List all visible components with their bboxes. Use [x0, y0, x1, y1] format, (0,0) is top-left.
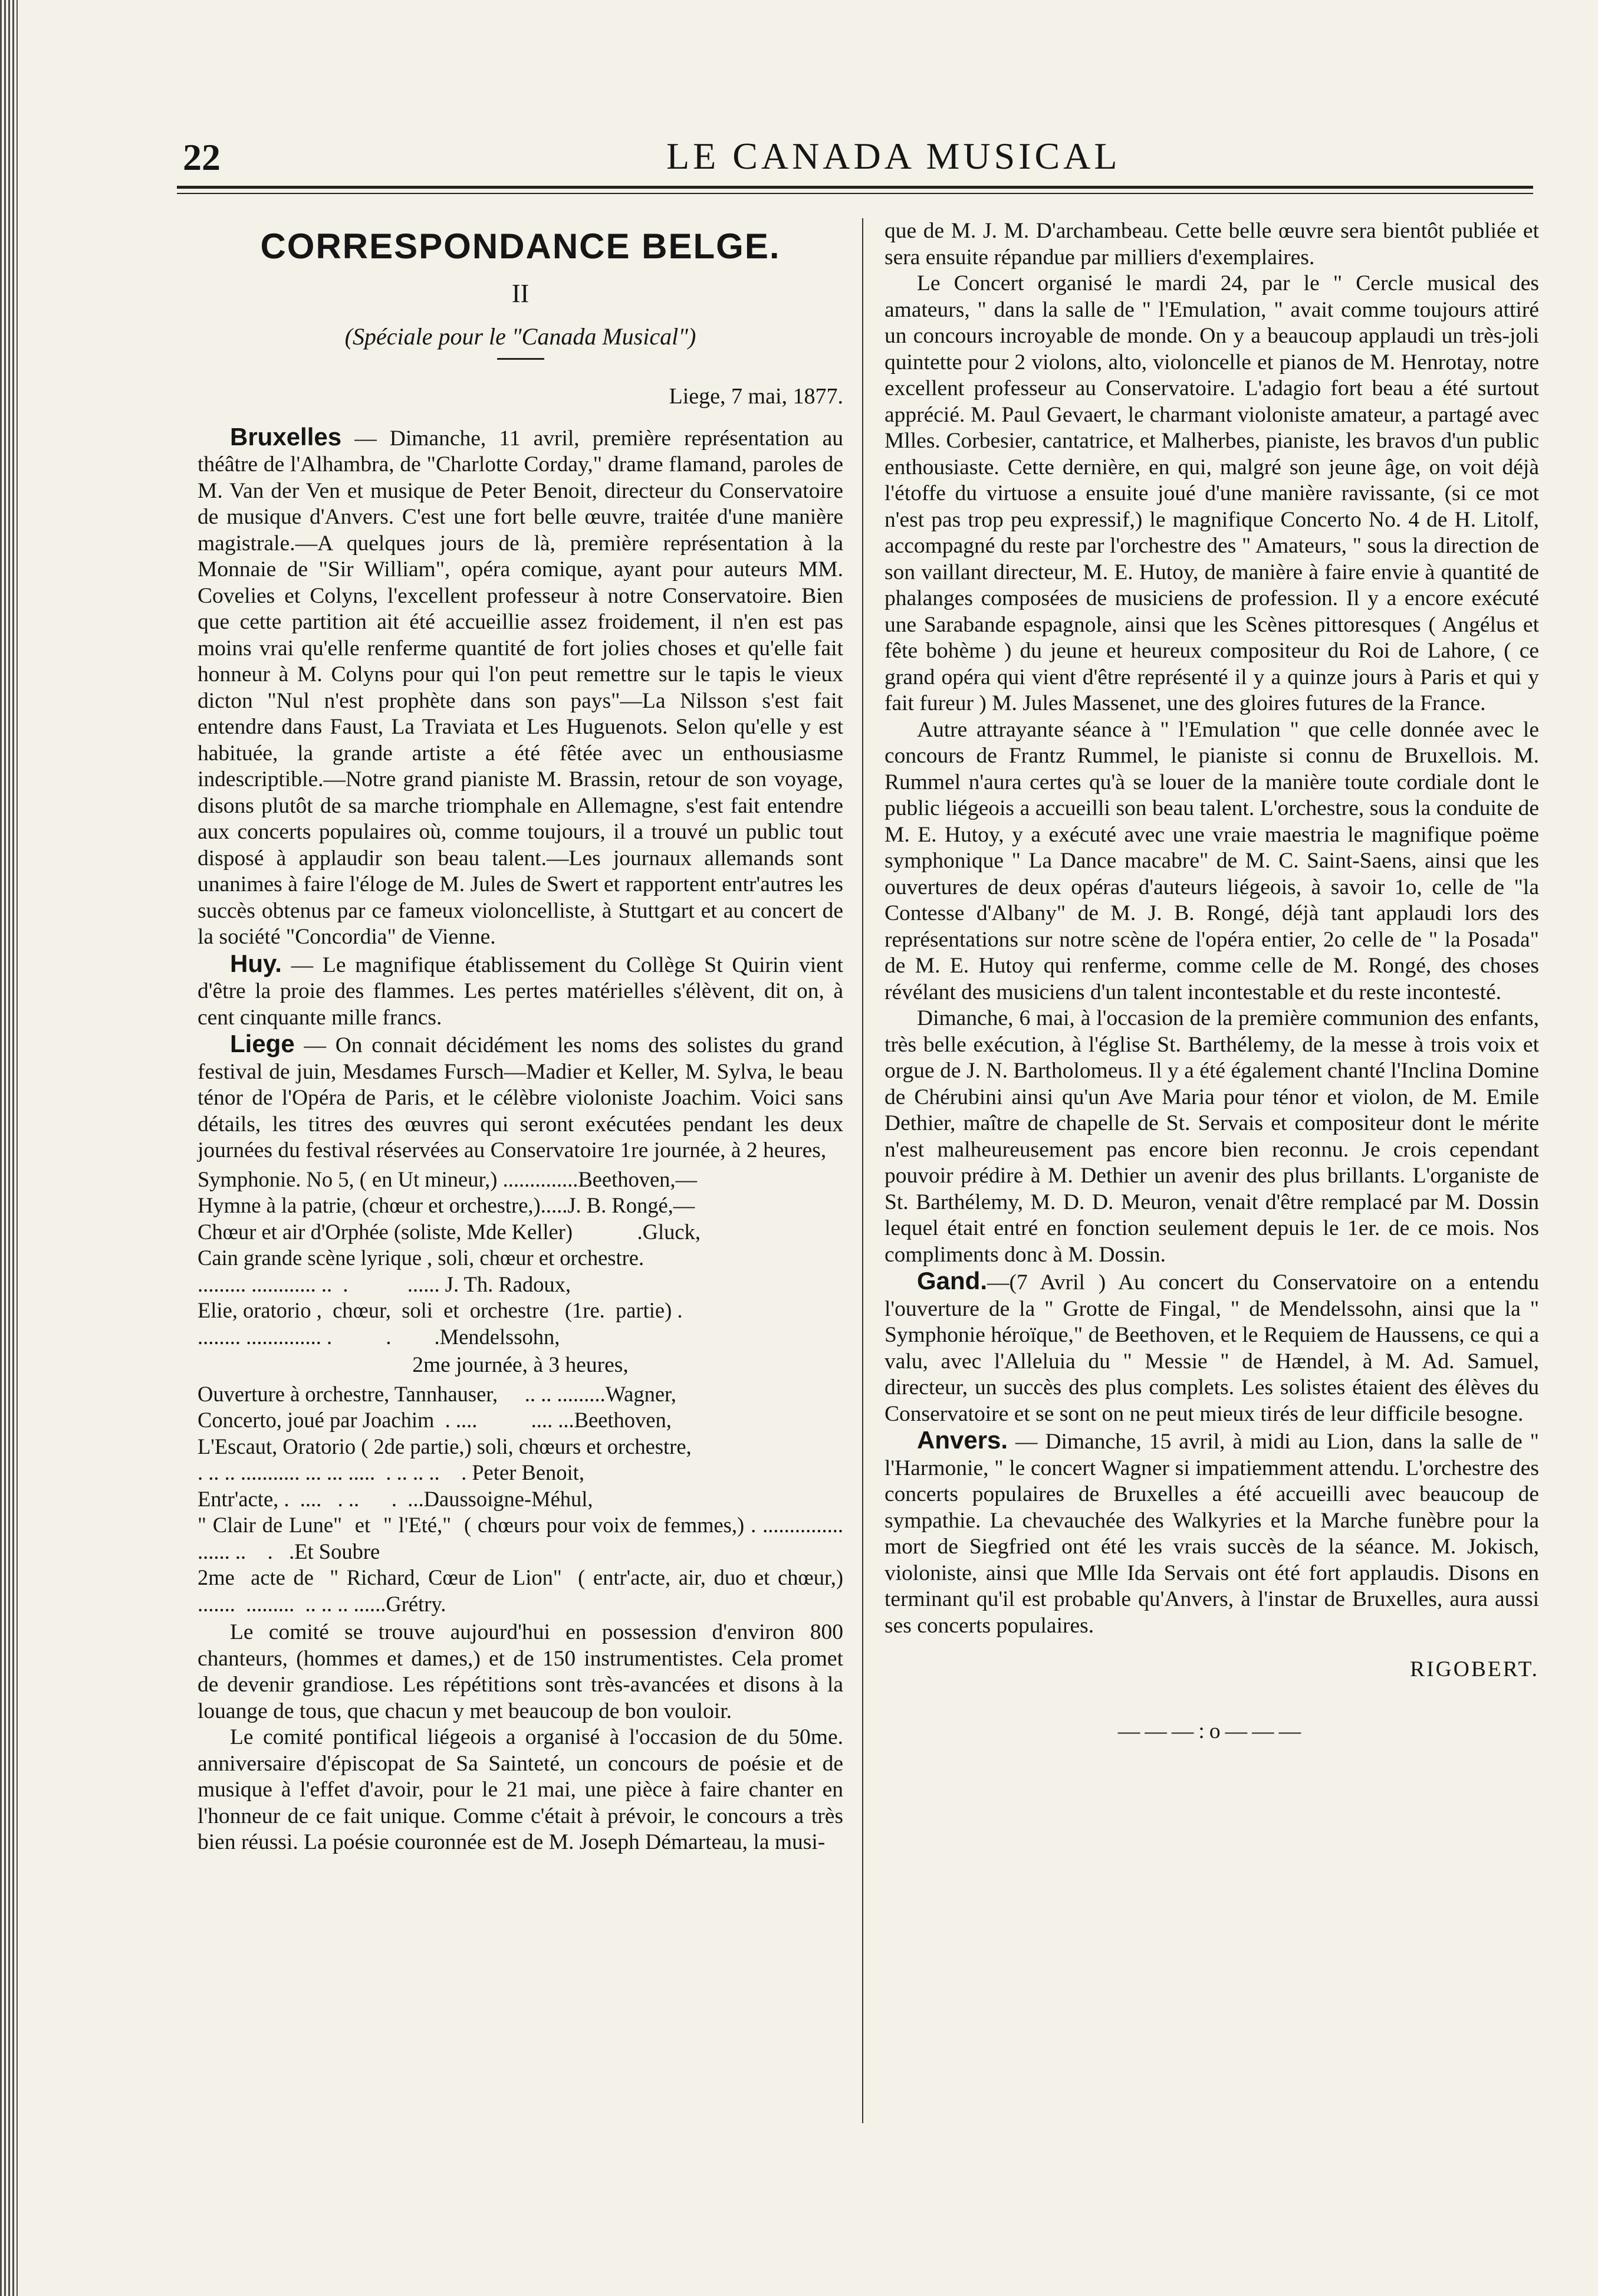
program-line: " Clair de Lune" et " l'Eté," ( chœurs pour voix de femmes,) . ............... ...... .. . .Et Soubre	[198, 1513, 849, 1563]
paragraph-pontifical: Le comité pontifical liégeois a organisé à l'occasion de du 50me. anniversaire d'épiscopat de Sa Sainteté, un concours de poésie et de musique à l'effet d'avoir, pour le 21 mai, une pièce à faire chanter en l'honneur de ce fait unique. Comme c'était à prévoir, le concours a très bien réussi. La poésie couronnée est de M. Joseph Démarteau, la musi-	[198, 1725, 843, 1854]
page-number: 22	[183, 136, 221, 178]
program-line: Symphonie. No 5, ( en Ut mineur,) ..............Beethoven,—	[198, 1167, 698, 1191]
paragraph-huy	[198, 951, 843, 1032]
paragraph-text: — On connait décidément les noms des solistes du grand festival de juin, Mesdames Fursch—Madier et Keller, M. Sylva, le beau ténor de l'Opéra de Paris, et le célèbre violoniste Joachim. Voici sans détails, les titres des œuvres qui seront exécutées pendant les deux journées du festival réservées au Conservatoire 1re journée, à 2 heures,	[198, 1033, 843, 1162]
right-column	[885, 218, 1539, 1745]
article-subtitle: (Spéciale pour le "Canada Musical")	[344, 323, 696, 350]
signature: RIGOBERT.	[1410, 1657, 1539, 1681]
article-title: CORRESPONDANCE BELGE.	[260, 226, 781, 266]
program-line: L'Escaut, Oratorio ( 2de partie,) soli, chœurs et orchestre,	[198, 1434, 692, 1459]
place-heading: Anvers.	[917, 1426, 1008, 1454]
program-line: Concerto, joué par Joachim . .... .... ...Beethoven,	[198, 1408, 672, 1432]
paragraph-text: — Le magnifique établissement du Collège St Quirin vient d'être la proie des flammes. Les pertes matérielles s'élèvent, dit on, à cent cinquante mille francs.	[198, 952, 843, 1030]
left-column	[198, 218, 849, 1856]
program-line: Entr'acte, . .... . .. . ...Daussoigne-Méhul,	[198, 1486, 593, 1511]
paragraph-cercle: Le Concert organisé le mardi 24, par le " Cercle musical des amateurs, " dans la salle de " l'Emulation, " avait comme toujours attiré un concours incroyable de monde. On y a beaucoup applaudi un très-joli quintette pour 2 violons, alto, violoncelle et pianos de M. Henrotay, notre excellent professeur au Conservatoire. L'adagio fort beau a été surtout apprécié. M. Paul Gevaert, le charmant violoniste amateur, a partagé avec Mlles. Corbesier, cantatrice, et Malherbes, pianiste, les bravos d'un public enthousiaste. Cette dernière, en qui, malgré son jeune âge, on voit déjà l'étoffe du virtuose a ensuite joué d'une manière ravissante, (si ce mot n'est pas trop peu expressif,) le magnifique Concerto No. 4 de H. Litolf, accompagné du reste par l'orchestre des " Amateurs, " sous la direction de son vaillant directeur, M. E. Hutoy, de manière à faire envie à quantité de phalanges composées de musiciens de profession. Il y a encore exécuté une Sarabande espagnole, ainsi que les Scènes pittoresques ( Angélus et fête bohème ) du jeune et heureux compositeur du Roi de Lahore, ( ce grand opéra qui vient d'être représenté il y a quinze jours à Paris et qui y fait fureur ) M. Jules Massenet, une des gloires futures de la France.	[885, 271, 1539, 715]
paragraph-continuation: que de M. J. M. D'archambeau. Cette belle œuvre sera bientôt publiée et sera ensuite répandue par milliers d'exemplaires.	[885, 219, 1539, 270]
header-rule	[177, 186, 1533, 189]
binding-edge	[0, 0, 18, 2296]
program-day1	[198, 1167, 843, 1351]
paragraph-anvers	[885, 1427, 1539, 1639]
program-line: Ouverture à orchestre, Tannhauser, .. .. .........Wagner,	[198, 1381, 676, 1406]
header-rule-thin	[177, 193, 1533, 194]
article-number: II	[511, 279, 530, 308]
paragraph-liege	[198, 1031, 843, 1164]
paragraph-comite: Le comité se trouve aujourd'hui en possession d'environ 800 chanteurs, (hommes et dames,) et de 150 instrumentistes. Cela promet de devenir grandiose. Les répétitions sont très-avancées et disons à la louange de tous, que chacun y met beaucoup de bon vouloir.	[198, 1620, 843, 1723]
paragraph-gand	[885, 1268, 1539, 1427]
place-heading: Bruxelles	[230, 422, 342, 451]
paragraph-text: — Dimanche, 11 avril, première représentation au théâtre de l'Alhambra, de "Charlotte Corday," drame flamand, paroles de M. Van der Ven et musique de Peter Benoit, directeur du Conservatoire de musique d'Anvers. C'est une fort belle œuvre, traitée d'une manière magistrale.—A quelques jours de là, première représentation à la Monnaie de "Sir William", opéra comique, ayant pour auteurs MM. Covelies et Colyns, l'excellent professeur à notre Conservatoire. Bien que cette partition ait été accueillie assez froidement, il n'en est pas moins vrai qu'elle renferme quantité de fort jolies choses et qu'elle fait honneur à M. Colyns pour qui l'on peut remettre sur le tapis le vieux dicton "Nul n'est prophète dans son pays"—La Nilsson s'est fait entendre dans Faust, La Traviata et Les Huguenots. Selon qu'elle y est habituée, la grande artiste a été fêtée avec un enthousiasme indescriptible.—Notre grand pianiste M. Brassin, retour de son voyage, disons plutôt de sa marche triomphale en Allemagne, s'est fait entendre aux concerts populaires où, comme toujours, il a trouvé un public tout disposé à applaudir son beau talent.—Les journaux allemands sont unanimes à faire l'éloge de M. Jules de Swert et rapportent entr'autres les succès obtenus par ce fameux violoncelliste, à Stuttgart et au concert de la société "Concordia" de Vienne.	[198, 426, 843, 949]
program-day2	[198, 1381, 849, 1618]
dateline: Liege, 7 mai, 1877.	[669, 384, 843, 409]
program-line: 2me acte de " Richard, Cœur de Lion" ( entr'acte, air, duo et chœur,) ....... ......... .. .. .. ......Grétry.	[198, 1565, 849, 1616]
day2-heading: 2me journée, à 3 heures,	[412, 1353, 629, 1377]
end-mark: ———:o———	[1117, 1719, 1306, 1743]
program-line: ......... ............ .. . ...... J. Th. Radoux,	[198, 1272, 571, 1296]
place-heading: Huy.	[230, 949, 282, 977]
paragraph-emulation: Autre attrayante séance à " l'Emulation " que celle donnée avec le concours de Frantz Rummel, le pianiste si connu de Bruxellois. M. Rummel n'aura certes qu'à se louer de la manière toute cordiale dont le public liégeois a accueilli son beau talent. L'orchestre, sous la conduite de M. E. Hutoy, y a exécuté avec une vraie maestria le magnifique poëme symphonique " La Dance macabre" de M. C. Saint-Saens, ainsi que les ouvertures de deux opéras d'auteurs liégeois, à savoir 1o, celle de "la Contesse d'Albany" de M. J. B. Rongé, déjà tant applaudi lors des représentations sur notre scène de l'opéra entier, 2o celle de " la Posada" de M. E. Hutoy qui renferme, comme celle de M. Rongé, des choses révélant des musiciens d'un talent incontestable et du reste incontesté.	[885, 717, 1539, 1004]
program-line: Chœur et air d'Orphée (soliste, Mde Keller) .Gluck,	[198, 1219, 701, 1244]
program-line: . .. .. ........... ... ... ..... . .. .. .. . Peter Benoit,	[198, 1460, 584, 1484]
short-rule	[497, 358, 544, 360]
program-line: Hymne à la patrie, (chœur et orchestre,).....J. B. Rongé,—	[198, 1193, 695, 1217]
paragraph-text: — Dimanche, 15 avril, à midi au Lion, dans la salle de " l'Harmonie, " le concert Wagner si impatiemment attendu. L'orchestre des concerts populaires de Bruxelles a été accueilli avec beaucoup de sympathie. La chevauchée des Walkyries et la Marche funèbre pour la mort de Siegfried ont été les vrais succès de la séance. M. Jokisch, violoniste, ainsi que Mlle Ida Servais ont été fort applaudis. Disons en terminant qu'il est probable qu'Anvers, à l'instar de Bruxelles, aura aussi ses concerts populaires.	[885, 1430, 1539, 1638]
paragraph-bruxelles	[198, 424, 843, 951]
column-divider	[862, 218, 863, 2123]
program-line: ........ .............. . . .Mendelssohn,	[198, 1324, 560, 1349]
program-line: Elie, oratorio , chœur, soli et orchestre (1re. partie) .	[198, 1298, 683, 1322]
place-heading: Liege	[230, 1030, 295, 1057]
masthead: LE CANADA MUSICAL	[666, 135, 1121, 177]
program-line: Cain grande scène lyrique , soli, chœur et orchestre.	[198, 1246, 645, 1270]
place-heading: Gand.	[917, 1267, 988, 1295]
paragraph-communion: Dimanche, 6 mai, à l'occasion de la première communion des enfants, très belle exécution, à l'église St. Barthélemy, de la messe à trois voix et orgue de J. N. Bartholomeus. Il y a été également chanté l'Inclina Domine de Chérubini ainsi qu'un Ave Maria pour ténor et violon, de M. Emile Dethier, maître de chapelle de St. Servais et compositeur dont le mérite n'est malheureusement pas encore bien reconnu. Je crois cependant pouvoir prédire à M. Dethier un avenir des plus brillants. L'organiste de St. Barthélemy, M. D. D. Meuron, venait d'être remplacé par M. Dossin lequel était entré en fonction seulement depuis le 1er. de ce mois. Nos compliments donc à M. Dossin.	[885, 1006, 1539, 1267]
paragraph-text: —(7 Avril ) Au concert du Conservatoire on a entendu l'ouverture de la " Grotte de Fingal, " de Mendelssohn, ainsi que la " Symphonie héroïque," de Beethoven, et le Requiem de Haussens, ce qui a valu, avec l'Alleluia du " Messie " de Hændel, à M. Ad. Samuel, directeur, un succès des plus complets. Les solistes étaient des élèves du Conservatoire et se sont on ne peut mieux tirés de leur difficile besogne.	[885, 1270, 1539, 1426]
